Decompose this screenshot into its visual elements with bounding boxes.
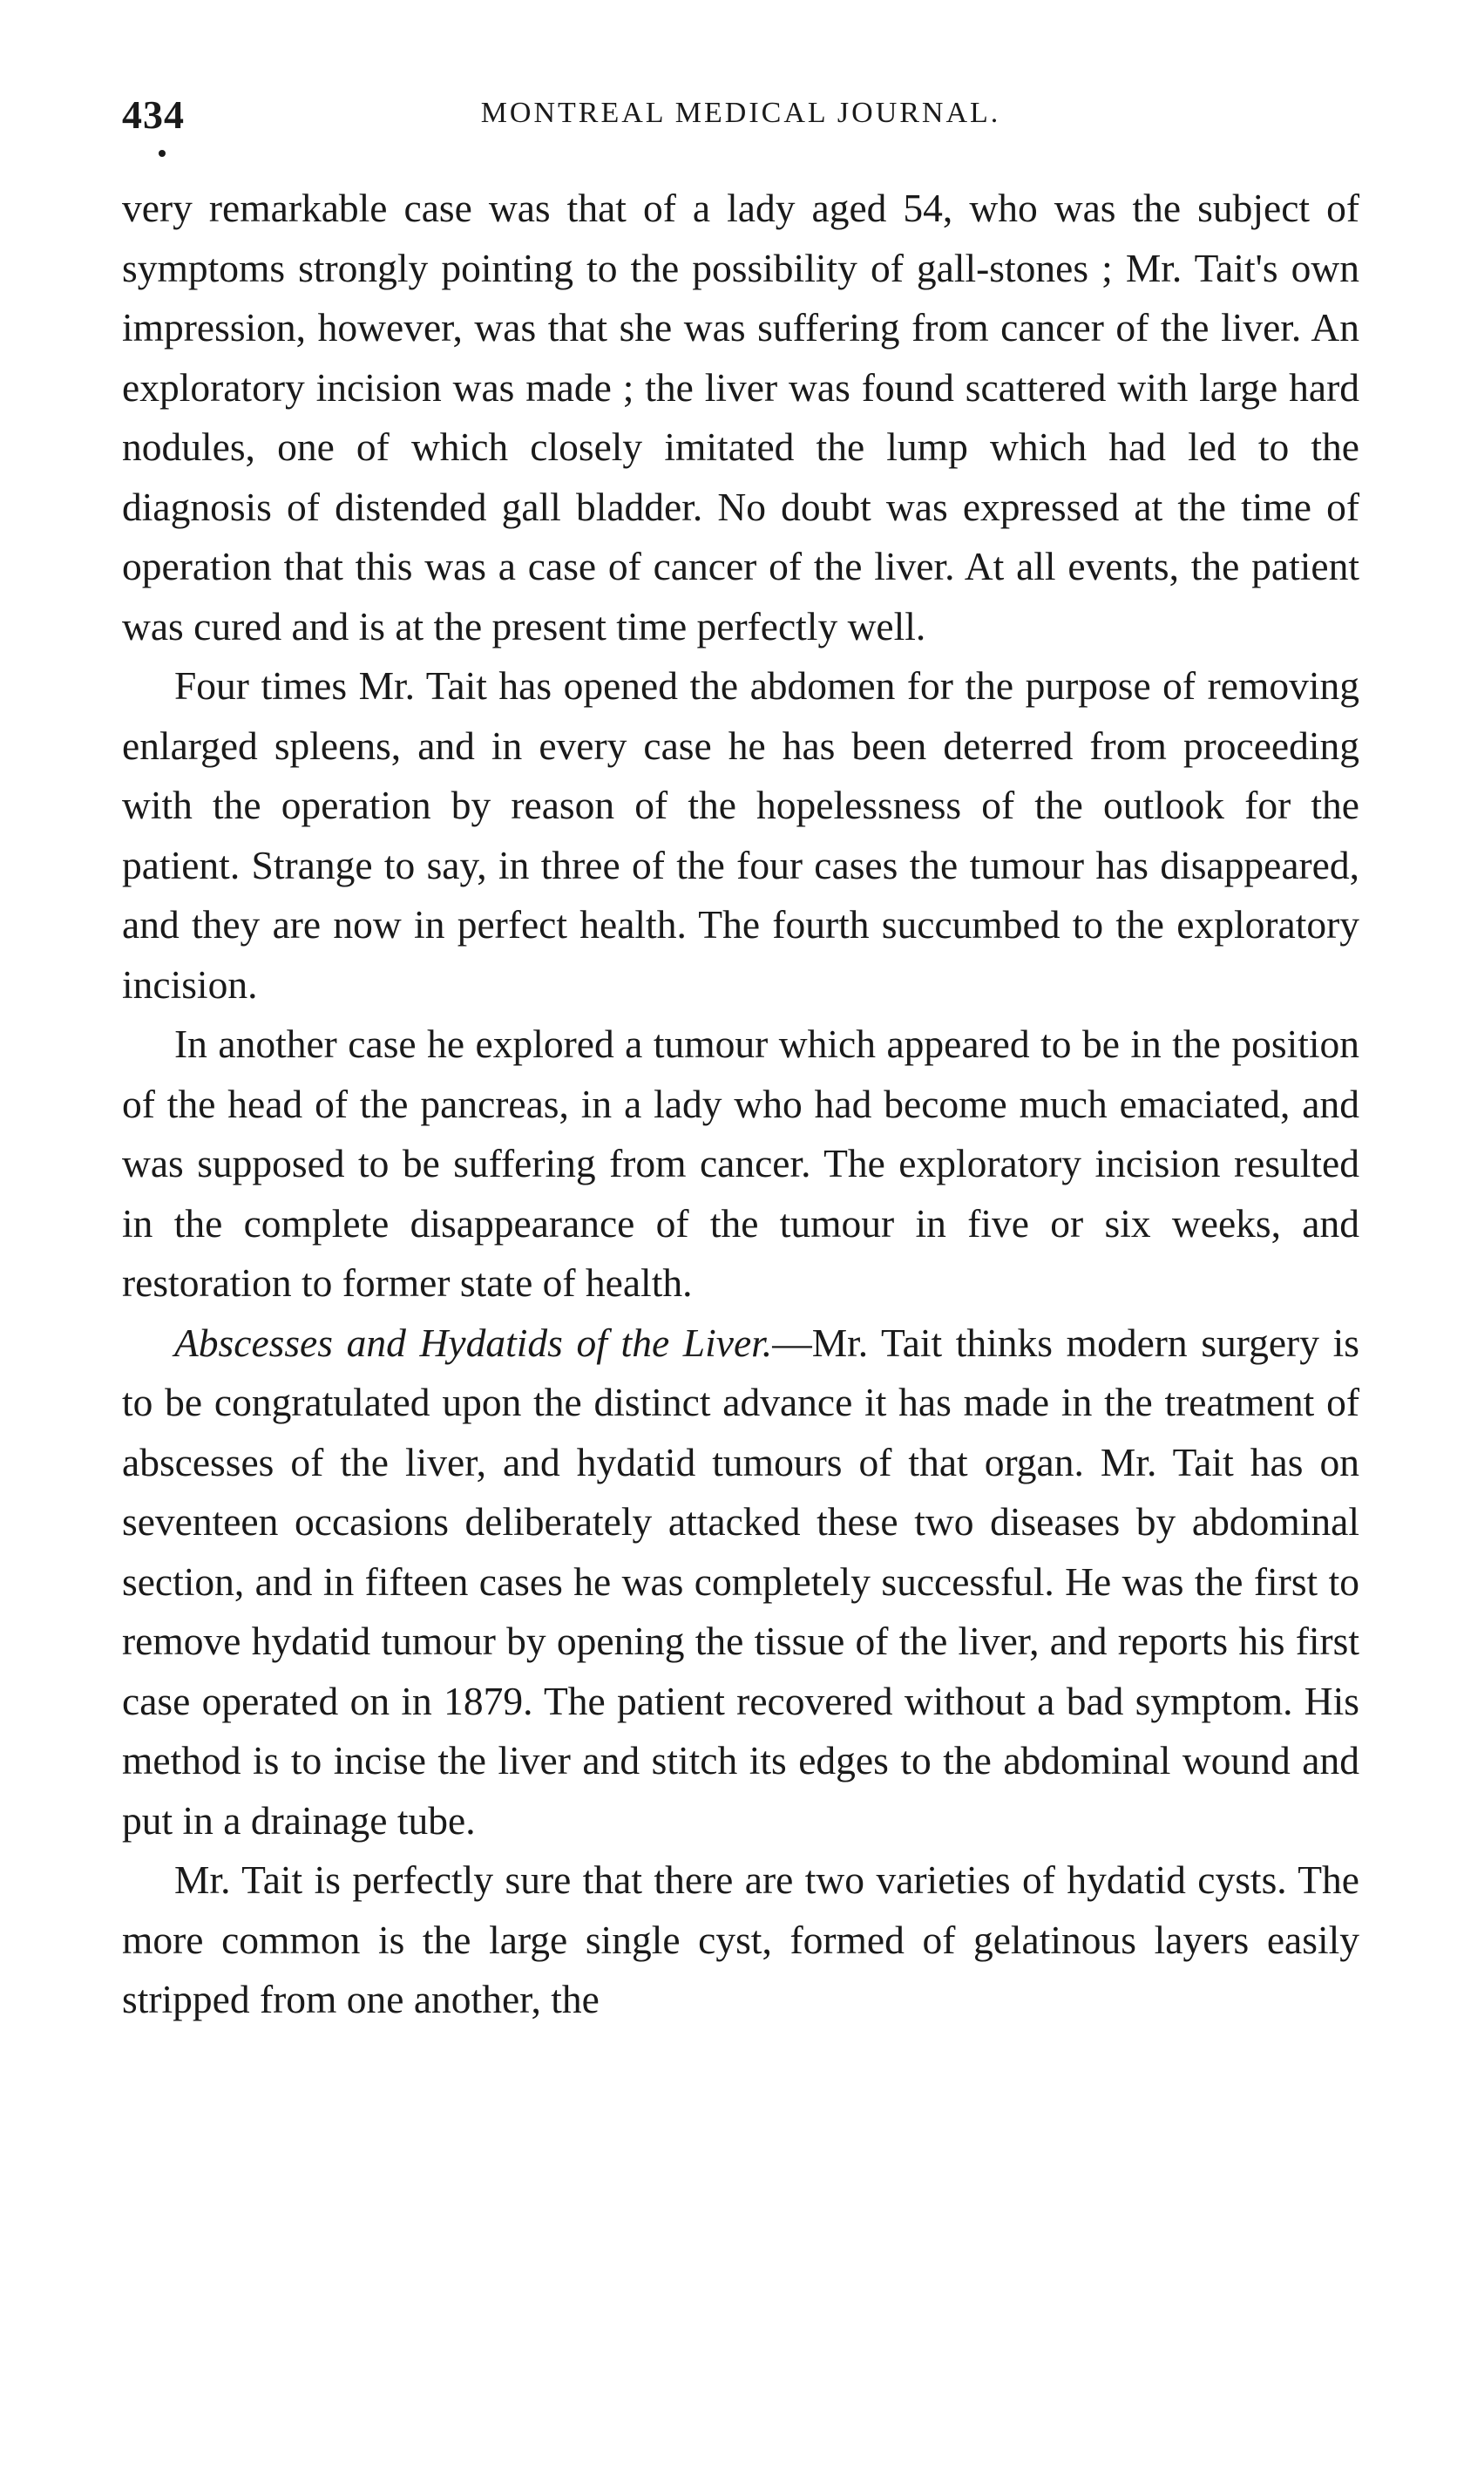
section-heading: Abscesses and Hydatids of the Liver. (174, 1320, 773, 1365)
body-text (122, 179, 1359, 2030)
page-header (122, 92, 1359, 144)
page-number: 434 (122, 92, 185, 137)
paragraph-hydatid-cysts: Mr. Tait is perfectly sure that there are two varieties of hydatid cysts. The more common is the large single cyst, formed of gelatinous layers easily stripped from one another, the (122, 1857, 1359, 2021)
paragraph-abscesses-text: —Mr. Tait thinks modern surgery is to be congratulated upon the distinct advance it has made in the treatment of abscesses of the liver, and hydatid tumours of that organ. Mr. Tait has on seventeen occasions deliberately attacked these two diseases by abdominal section, and in fifteen cases he was completely successful. He was the first to remove hydatid tumour by opening the tissue of the liver, and reports his first case operated on in 1879. The patient recovered without a bad symptom. His method is to incise the liver and stitch its edges to the abdominal wound and put in a drainage tube. (122, 1320, 1359, 1843)
paragraph-pancreas: In another case he explored a tumour which appeared to be in the position of the head of the pancreas, in a lady who had become much emaciated, and was supposed to be suffering from cancer. The exploratory incision resulted in the complete disappearance of the tumour in five or six weeks, and restoration to former state of health. (122, 1022, 1359, 1305)
paragraph-abscesses (122, 1314, 1359, 1851)
paragraph-spleens: Four times Mr. Tait has opened the abdomen for the purpose of removing enlarged spleens, and in every case he has been deterred from proceeding with the operation by reason of the hopelessness of the outlook for the patient. Strange to say, in three of the four cases the tumour has disappeared, and they are now in perfect health. The fourth succumbed to the exploratory incision. (122, 663, 1359, 1007)
paragraph-continuation: very remarkable case was that of a lady aged 54, who was the subject of symptoms strongly pointing to the possibility of gall-stones ; Mr. Tait's own impression, however, was that she was suffering from cancer of the liver. An exploratory incision was made ; the liver was found scattered with large hard nodules, one of which closely imitated the lump which had led to the diagnosis of distended gall bladder. No doubt was expressed at the time of operation that this was a case of cancer of the liver. At all events, the patient was cured and is at the present time perfectly well. (122, 186, 1359, 648)
printer-mark-dot (159, 150, 166, 157)
running-title: MONTREAL MEDICAL JOURNAL. (480, 97, 1001, 129)
